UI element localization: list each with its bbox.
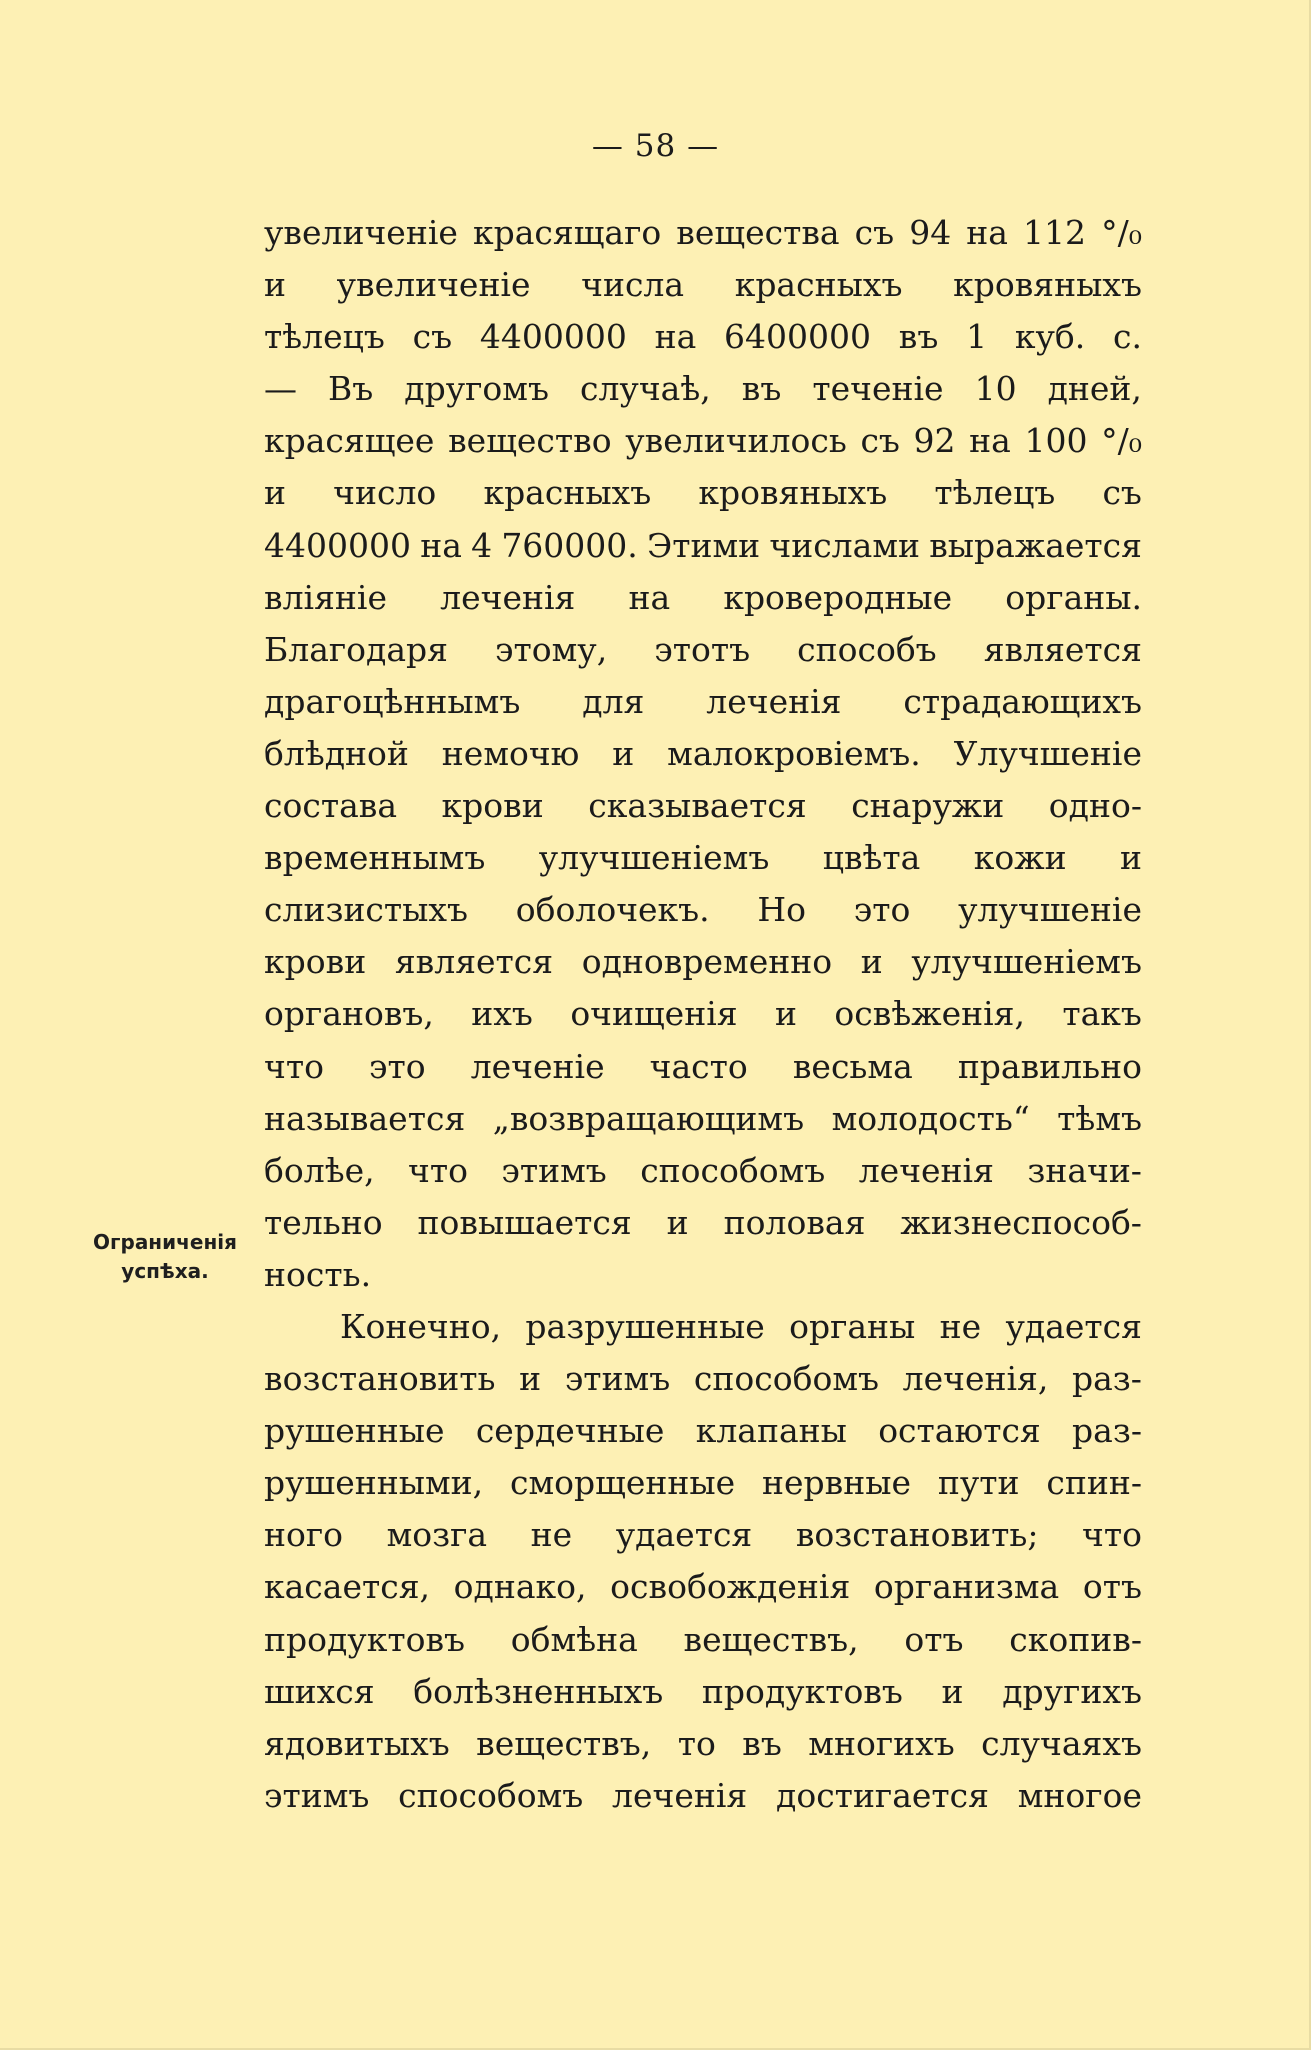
text-line: драгоцѣннымъ для леченія страдающихъ — [264, 681, 1142, 721]
text-line: слизистыхъ оболочекъ. Но это улучшеніе — [264, 890, 1142, 930]
text-line: и число красныхъ кровяныхъ тѣлецъ съ — [264, 473, 1142, 513]
text-line: ного мозга не удается возстановить; что — [264, 1515, 1142, 1555]
text-line: 4400000 на 4 760000. Этими числами выражается — [264, 525, 1142, 565]
text-line: называется „возвращающимъ молодость“ тѣмъ — [264, 1098, 1142, 1138]
body-text — [264, 207, 1142, 1822]
text-line: тельно повышается и половая жизнеспособ- — [264, 1202, 1142, 1242]
text-line: ядовитыхъ веществъ, то въ многихъ случаяхъ — [264, 1723, 1142, 1763]
text-line: возстановить и этимъ способомъ леченія, раз- — [264, 1359, 1142, 1399]
page-number: — 58 — — [591, 128, 720, 164]
text-line: рушенными, сморщенные нервные пути спин- — [264, 1463, 1142, 1503]
text-line: касается, однако, освобожденія организма отъ — [264, 1567, 1142, 1607]
text-line: и увеличеніе числа красныхъ кровяныхъ — [264, 265, 1142, 305]
text-line: вліяніе леченія на кроверодные органы. — [264, 577, 1142, 617]
text-line: состава крови сказывается снаружи одно- — [264, 786, 1142, 826]
text-line: блѣдной немочю и малокровіемъ. Улучшеніе — [264, 733, 1142, 773]
margin-note-line-2: успѣха. — [121, 1259, 209, 1283]
text-line: шихся болѣзненныхъ продуктовъ и другихъ — [264, 1671, 1142, 1711]
text-line: крови является одновременно и улучшеніемъ — [264, 942, 1142, 982]
text-line: что это леченіе часто весьма правильно — [264, 1046, 1142, 1086]
margin-note — [70, 1228, 260, 1286]
text-line: ность. — [264, 1254, 372, 1294]
text-line: увеличеніе красящаго вещества съ 94 на 112 °/₀ — [264, 213, 1142, 252]
text-line: рушенные сердечные клапаны остаются раз- — [264, 1411, 1142, 1451]
text-line: Конечно, разрушенные органы не удается — [340, 1306, 1142, 1346]
text-line: временнымъ улучшеніемъ цвѣта кожи и — [264, 838, 1142, 878]
text-line: органовъ, ихъ очищенія и освѣженія, такъ — [264, 994, 1142, 1034]
text-line: продуктовъ обмѣна веществъ, отъ скопив- — [264, 1619, 1142, 1659]
text-line: тѣлецъ съ 4400000 на 6400000 въ 1 куб. с. — [264, 317, 1142, 357]
margin-note-line-1: Ограниченія — [93, 1230, 237, 1254]
text-line: — Въ другомъ случаѣ, въ теченіе 10 дней, — [264, 369, 1142, 409]
text-line: Благодаря этому, этотъ способъ является — [264, 629, 1142, 669]
text-line: болѣе, что этимъ способомъ леченія значи- — [264, 1150, 1142, 1190]
text-line: красящее вещество увеличилось съ 92 на 100 °/₀ — [264, 421, 1142, 461]
text-line: этимъ способомъ леченія достигается многое — [264, 1775, 1142, 1815]
